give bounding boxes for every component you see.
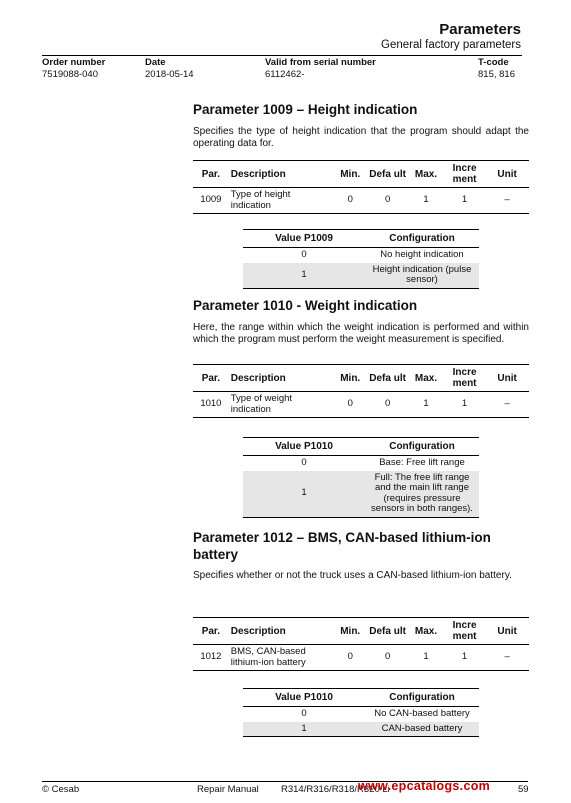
cell-default: 0 xyxy=(384,398,391,410)
col-value: Value P1010 xyxy=(275,692,333,703)
order-number-value: 7519088-040 xyxy=(42,69,98,80)
cell-default: 0 xyxy=(384,651,391,663)
cell-description: BMS, CAN-based lithium-ion battery xyxy=(230,646,306,668)
col-par: Par. xyxy=(201,625,221,637)
cell-par: 1012 xyxy=(200,651,222,663)
footer-manual: Repair Manual xyxy=(197,784,259,795)
cell-max: 1 xyxy=(423,651,429,663)
page-title: Parameters xyxy=(439,21,521,38)
col-par: Par. xyxy=(201,168,221,180)
cell-value: 1 xyxy=(243,471,365,518)
serial-number-label: Valid from serial number xyxy=(265,57,376,68)
col-default: Defa ult xyxy=(369,625,406,637)
cell-value: 0 xyxy=(301,708,307,719)
table-row xyxy=(243,456,479,471)
cell-value: 1 xyxy=(243,263,365,289)
col-min: Min. xyxy=(340,372,361,384)
footer-page-number: 59 xyxy=(518,784,529,795)
cell-default: 0 xyxy=(384,194,391,206)
cell-configuration: CAN-based battery xyxy=(365,722,479,737)
table-row xyxy=(243,248,479,263)
cell-configuration: No height indication xyxy=(380,249,464,260)
table-row xyxy=(243,722,479,737)
cell-value: 1 xyxy=(243,722,365,737)
cell-value: 0 xyxy=(301,457,307,468)
value-table xyxy=(243,437,479,518)
col-configuration: Configuration xyxy=(389,441,455,452)
cell-description: Type of height indication xyxy=(230,189,291,211)
cell-value: 0 xyxy=(301,249,307,260)
cell-max: 1 xyxy=(423,194,429,206)
cell-configuration: No CAN-based battery xyxy=(374,708,470,719)
page-subtitle: General factory parameters xyxy=(381,39,521,51)
section-description: Specifies whether or not the truck uses a CAN-based lithium-ion battery. xyxy=(193,570,512,581)
col-unit: Unit xyxy=(497,168,517,180)
col-max: Max. xyxy=(414,625,438,637)
col-default: Defa ult xyxy=(369,168,406,180)
col-configuration: Configuration xyxy=(389,692,455,703)
tcode-value: 815, 816 xyxy=(478,69,515,80)
table-row xyxy=(243,263,479,289)
col-value: Value P1010 xyxy=(275,441,333,452)
section-description: Here, the range within which the weight indication is performed and within which the program must perform the weight measurement is specified. xyxy=(193,322,529,345)
footer-models: R314/R316/R318/R320 Li xyxy=(281,784,390,795)
cell-increment: 1 xyxy=(461,398,468,410)
tcode-label: T-code xyxy=(478,57,509,68)
header-divider xyxy=(42,55,522,56)
cell-configuration: Full: The free lift range and the main lift range (requires pressure sensors in both ranges). xyxy=(365,471,479,518)
col-par: Par. xyxy=(201,372,221,384)
parameter-table xyxy=(193,364,529,418)
cell-min: 0 xyxy=(347,398,353,410)
serial-number-value: 6112462- xyxy=(265,69,305,80)
cell-min: 0 xyxy=(347,651,353,663)
section-title: Parameter 1009 – Height indication xyxy=(193,102,418,117)
table-row xyxy=(243,471,479,518)
cell-increment: 1 xyxy=(461,651,468,663)
footer-copyright: © Cesab xyxy=(42,784,80,795)
col-unit: Unit xyxy=(497,625,517,637)
cell-configuration: Height indication (pulse sensor) xyxy=(365,263,479,289)
order-number-label: Order number xyxy=(42,57,106,68)
col-value: Value P1009 xyxy=(275,233,333,244)
parameter-table xyxy=(193,160,529,214)
col-description: Description xyxy=(230,168,286,180)
cell-configuration: Base: Free lift range xyxy=(379,457,465,468)
col-default: Defa ult xyxy=(369,372,406,384)
col-min: Min. xyxy=(340,168,361,180)
date-label: Date xyxy=(145,57,166,68)
col-min: Min. xyxy=(340,625,361,637)
col-configuration: Configuration xyxy=(389,233,455,244)
col-description: Description xyxy=(230,372,286,384)
cell-max: 1 xyxy=(423,398,429,410)
cell-unit: – xyxy=(504,651,510,663)
col-increment: Incre ment xyxy=(452,367,477,389)
cell-increment: 1 xyxy=(461,194,468,206)
table-row xyxy=(193,645,529,671)
cell-unit: – xyxy=(504,194,510,206)
watermark: www.epcatalogs.com xyxy=(358,779,491,793)
cell-description: Type of weight indication xyxy=(230,393,293,415)
col-description: Description xyxy=(230,625,286,637)
section-title: Parameter 1010 - Weight indication xyxy=(193,298,418,313)
table-row xyxy=(193,392,529,418)
col-increment: Incre ment xyxy=(452,163,477,185)
date-value: 2018-05-14 xyxy=(145,69,194,80)
table-row xyxy=(243,707,479,722)
col-max: Max. xyxy=(414,168,438,180)
section-title: Parameter 1012 – BMS, CAN-based lithium-ion battery xyxy=(193,530,491,562)
cell-par: 1010 xyxy=(200,398,222,410)
table-row xyxy=(193,188,529,214)
col-increment: Incre ment xyxy=(452,620,477,642)
parameter-table xyxy=(193,617,529,671)
cell-par: 1009 xyxy=(200,194,222,206)
col-max: Max. xyxy=(414,372,438,384)
value-table xyxy=(243,688,479,737)
value-table xyxy=(243,229,479,289)
cell-unit: – xyxy=(504,398,510,410)
cell-min: 0 xyxy=(347,194,353,206)
col-unit: Unit xyxy=(497,372,517,384)
section-description: Specifies the type of height indication that the program should adapt the operating data for. xyxy=(193,126,529,149)
